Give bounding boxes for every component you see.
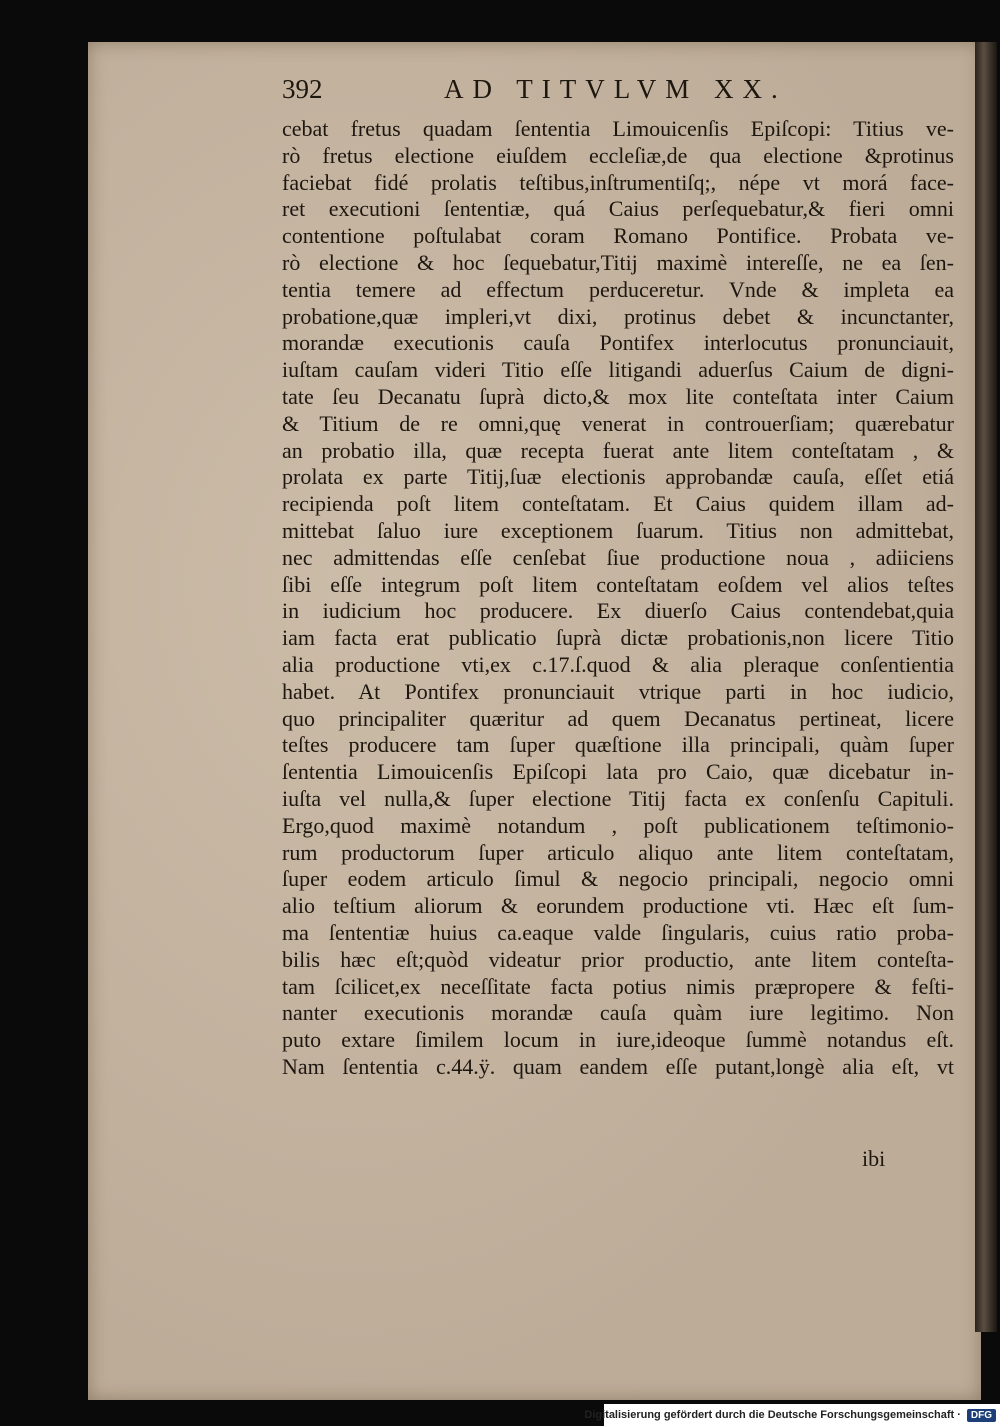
footer-credit: Digitalisierung gefördert durch die Deutsche Forschungsgemeinschaft · xyxy=(584,1409,961,1421)
text-line: teſtes producere tam ſuper quæſtione illa principali, quàm ſuper xyxy=(282,732,954,758)
text-line: in iudicium hoc producere. Ex diuerſo Caius contendebat,quia xyxy=(282,598,954,624)
text-line: puto extare ſimilem locum in iure,ideoque ſummè notandus eſt. xyxy=(282,1027,954,1053)
text-line: tam ſcilicet,ex neceſſitate facta potius nimis præpropere & feſti- xyxy=(282,973,954,999)
text-line: rò fretus electione eiuſdem eccleſiæ,de qua electione &protinus xyxy=(282,142,954,168)
text-line: alia productione vti,ex c.17.ſ.quod & alia pleraque conſentientia xyxy=(282,651,954,677)
text-line: morandæ executionis cauſa Pontifex interlocutus pronunciauit, xyxy=(282,330,954,356)
text-line: rum productorum ſuper articulo aliquo ante litem conteſtatam, xyxy=(282,839,954,865)
text-line: ſententia Limouicenſis Epiſcopi lata pro Caio, quæ dicebatur in- xyxy=(282,759,954,785)
text-line: alio teſtium aliorum & eorundem productione vti. Hæc eſt ſum- xyxy=(282,893,954,919)
text-line: nec admittendas eſſe cenſebat ſiue productione noua , adiiciens xyxy=(282,544,954,570)
text-line: tate ſeu Decanatu ſuprà dicto,& mox lite conteſtata inter Caium xyxy=(282,383,954,409)
text-line: rò electione & hoc ſequebatur,Titij maximè intereſſe, ne ea ſen- xyxy=(282,249,954,275)
text-line: tentia temere ad effectum perduceretur. Vnde & impleta ea xyxy=(282,276,954,302)
catchword: ibi xyxy=(862,1146,886,1171)
text-line: mittebat ſaluo iure exceptionem ſuarum. Titius non admittebat, xyxy=(282,517,954,543)
footer-bar xyxy=(584,1404,1000,1426)
text-line: bilis hæc eſt;quòd videatur prior productio, ante litem conteſta- xyxy=(282,946,954,972)
page-number: 392 xyxy=(282,74,323,104)
text-line: quo principaliter quæritur ad quem Decanatus pertineat, licere xyxy=(282,705,954,731)
text-line: prolata ex parte Titij,ſuæ electionis approbandæ cauſa, eſſet etiá xyxy=(282,464,954,490)
running-header xyxy=(282,74,802,110)
text-line: Nam ſententia c.44.ÿ. quam eandem eſſe putant,longè alia eſt, vt xyxy=(282,1053,954,1079)
text-line: iuſtam cauſam videri Titio eſſe litigandi aduerſus Caium de digni- xyxy=(282,357,954,383)
dfg-logo: DFG xyxy=(967,1409,996,1422)
page-edge xyxy=(975,42,997,1332)
text-line: cebat fretus quadam ſententia Limouicenſis Epiſcopi: Titius ve- xyxy=(282,116,954,141)
text-line: contentione poſtulabat coram Romano Pontifice. Probata ve- xyxy=(282,223,954,249)
text-line: probatione,quæ impleri,vt dixi, protinus debet & incunctanter, xyxy=(282,303,954,329)
text-line: iam facta erat publicatio ſuprà dictæ probationis,non licere Titio xyxy=(282,625,954,651)
text-line: ſibi eſſe integrum poſt litem conteſtatam eoſdem vel alios teſtes xyxy=(282,571,954,597)
text-line: habet. At Pontifex pronunciauit vtrique parti in hoc iudicio, xyxy=(282,678,954,704)
text-line: & Titium de re omni,quę venerat in controuerſiam; quærebatur xyxy=(282,410,954,436)
text-line: faciebat fidé prolatis teſtibus,inſtrumentiſq;, népe vt morá face- xyxy=(282,169,954,195)
running-title: AD TITVLVM XX. xyxy=(444,74,787,104)
text-line: ſuper eodem articulo ſimul & negocio principali, negocio omni xyxy=(282,866,954,892)
text-line: iuſta vel nulla,& ſuper electione Titij facta ex conſenſu Capituli. xyxy=(282,785,954,811)
text-line: nanter executionis morandæ cauſa quàm iure legitimo. Non xyxy=(282,1000,954,1026)
text-line: an probatio illa, quæ recepta fuerat ante litem conteſtatam , & xyxy=(282,437,954,463)
text-line: recipienda poſt litem conteſtatam. Et Caius quidem illam ad- xyxy=(282,491,954,517)
text-line: ma ſententiæ huius ca.eaque valde ſingularis, cuius ratio proba- xyxy=(282,919,954,945)
text-line: ret executioni ſententiæ, quá Caius perſequebatur,& fieri omni xyxy=(282,196,954,222)
text-body xyxy=(282,116,954,1081)
text-line: Ergo,quod maximè notandum , poſt publicationem teſtimonio- xyxy=(282,812,954,838)
